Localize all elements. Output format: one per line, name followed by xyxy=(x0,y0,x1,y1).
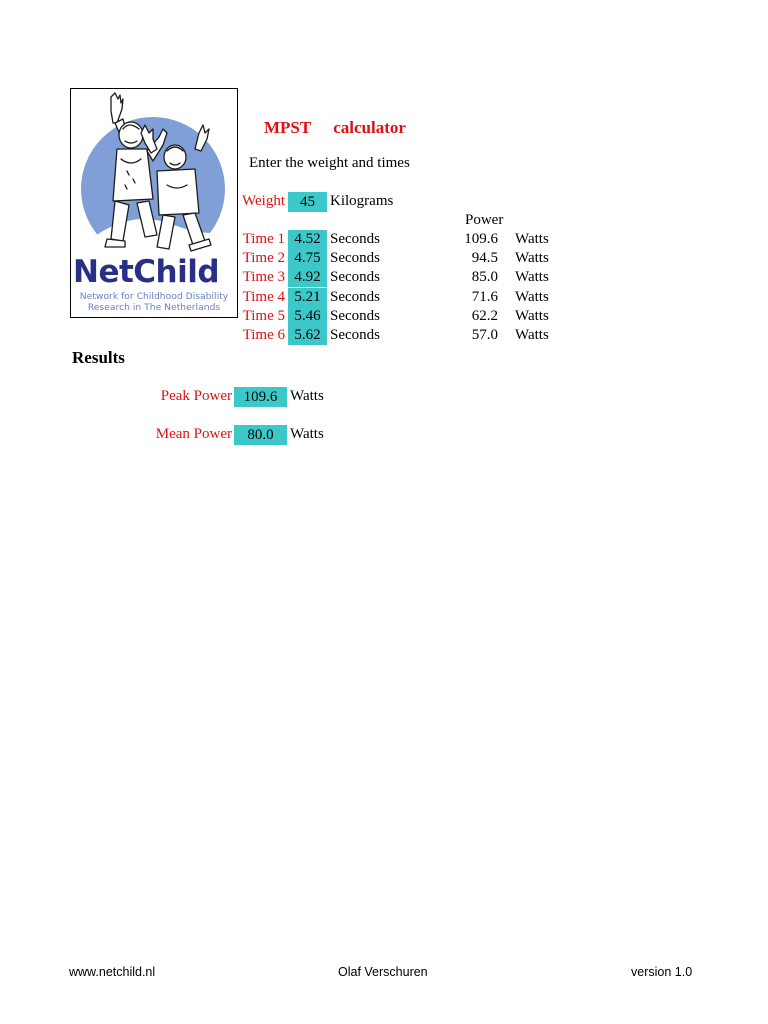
time-label: Time 2 xyxy=(242,250,285,266)
time-unit: Seconds xyxy=(330,327,380,343)
results-heading: Results xyxy=(72,348,125,367)
power-value: 71.6 xyxy=(471,289,498,305)
time-unit: Seconds xyxy=(330,289,380,305)
mean-power-value: 80.0 xyxy=(234,425,287,445)
power-unit: Watts xyxy=(515,289,549,305)
time-input[interactable]: 4.52 xyxy=(288,230,327,249)
logo-subtitle-line1: Network for Childhood Disability xyxy=(79,291,229,302)
time-unit: Seconds xyxy=(330,308,380,324)
power-value: 85.0 xyxy=(471,269,498,285)
footer-version: version 1.0 xyxy=(631,965,693,979)
time-unit: Seconds xyxy=(330,231,380,247)
title-mpst: MPST xyxy=(264,118,312,137)
time-unit: Seconds xyxy=(330,250,380,266)
power-value: 94.5 xyxy=(471,250,498,266)
power-column-header: Power xyxy=(465,212,504,228)
power-value: 62.2 xyxy=(471,308,498,324)
power-unit: Watts xyxy=(515,250,549,266)
footer-website: www.netchild.nl xyxy=(69,965,156,979)
instructions-text: Enter the weight and times xyxy=(249,155,410,171)
power-unit: Watts xyxy=(515,327,549,343)
time-label: Time 1 xyxy=(242,231,285,247)
time-label: Time 4 xyxy=(242,289,285,305)
weight-label: Weight xyxy=(242,193,285,209)
time-label: Time 6 xyxy=(242,327,285,343)
power-value: 109.6 xyxy=(464,231,498,247)
time-label: Time 5 xyxy=(242,308,285,324)
power-unit: Watts xyxy=(515,308,549,324)
mean-power-label: Mean Power xyxy=(155,426,232,442)
peak-power-value: 109.6 xyxy=(234,387,287,407)
peak-power-label: Peak Power xyxy=(160,388,232,404)
weight-input[interactable]: 45 xyxy=(288,192,327,212)
page-title xyxy=(264,118,406,138)
logo-wordmark: NetChild xyxy=(73,254,220,290)
time-input[interactable]: 4.75 xyxy=(288,249,327,268)
title-calculator: calculator xyxy=(333,118,406,137)
power-value: 57.0 xyxy=(471,327,498,343)
footer-author: Olaf Verschuren xyxy=(338,965,428,979)
power-unit: Watts xyxy=(515,231,549,247)
time-input[interactable]: 4.92 xyxy=(288,268,327,287)
power-unit: Watts xyxy=(515,269,549,285)
children-illustration xyxy=(71,89,237,259)
mean-power-unit: Watts xyxy=(290,426,324,442)
time-input[interactable]: 5.62 xyxy=(288,326,327,345)
time-input[interactable]: 5.46 xyxy=(288,307,327,326)
peak-power-unit: Watts xyxy=(290,388,324,404)
weight-unit: Kilograms xyxy=(330,193,394,209)
logo-subtitle-line2: Research in The Netherlands xyxy=(87,302,221,313)
netchild-logo xyxy=(70,88,238,318)
time-input[interactable]: 5.21 xyxy=(288,288,327,307)
time-label: Time 3 xyxy=(242,269,285,285)
time-unit: Seconds xyxy=(330,269,380,285)
